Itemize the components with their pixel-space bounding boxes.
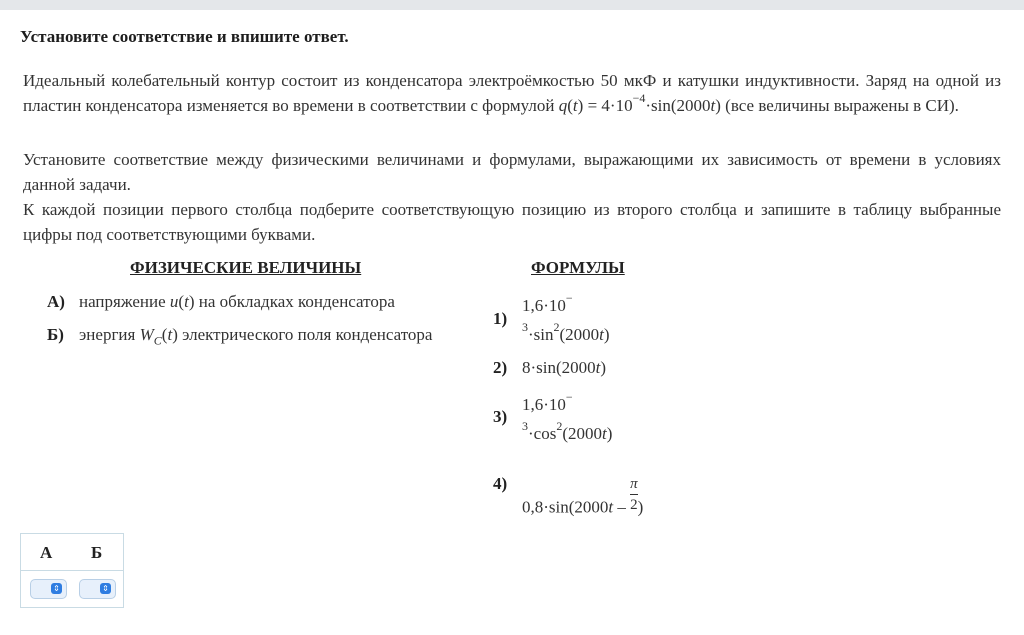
task-paragraph-1: Идеальный колебательный контур состоит из конденсатора электроёмкостью 50 мкФ и катушки индуктивности. Заряд на одной из пластин конденсатора изменяется во времени в соответствии с формулой $q(t) = 4\cdot 10^{-4}\cdot\sin(2000t)$ (все величины выражены в СИ). — [23, 71, 1001, 115]
pi-over-2-fraction: $\frac{\pi}{2}$ — [630, 476, 638, 513]
formula-4: 0,8·sin(2000t – $\frac{\pi}{2}$ ) — [522, 476, 644, 517]
formula-4-number: 4) — [493, 474, 508, 493]
answer-select-a[interactable] — [30, 579, 67, 599]
formula-1-number: 1) — [493, 309, 508, 328]
top-bar — [0, 0, 1024, 10]
chevron-updown-icon: ⇕ — [51, 583, 62, 594]
answer-col-a-label: А — [40, 543, 53, 562]
quantity-a: А) напряжение u(t) на обкладках конденсатора — [47, 292, 395, 311]
task-paragraph-3: К каждой позиции первого столбца подберите соответствующую позицию из второго столбца и запишите в таблицу выбранные цифры под соответствующими буквами. — [23, 200, 1001, 244]
task-paragraph-2: Установите соответствие между физическими величинами и формулами, выражающими их зависимость от времени в условиях данной задачи. — [23, 150, 1001, 194]
column-title-quantities: ФИЗИЧЕСКИЕ ВЕЛИЧИНЫ — [130, 258, 362, 277]
formula-1: 1,6·10− $^3\cdot\sin^2(2000t)$ — [522, 291, 610, 344]
answer-col-b-label: Б — [91, 543, 103, 562]
formula-2-number: 2) — [493, 358, 508, 377]
formula-2: 8·sin(2000t) — [522, 358, 607, 377]
column-title-formulas: ФОРМУЛЫ — [531, 258, 625, 277]
answer-select-b[interactable] — [79, 579, 116, 599]
formula-3: 1,6·10− $^3\cdot\cos^2(2000t)$ — [522, 390, 613, 443]
answer-table — [20, 533, 124, 608]
task-heading: Установите соответствие и впишите ответ. — [20, 27, 349, 46]
answer-table-header — [21, 534, 123, 571]
chevron-updown-icon: ⇕ — [100, 583, 111, 594]
quantity-b: Б) энергия $W_C(t)$ электрического поля конденсатора — [47, 325, 433, 348]
formula-3-number: 3) — [493, 407, 508, 426]
